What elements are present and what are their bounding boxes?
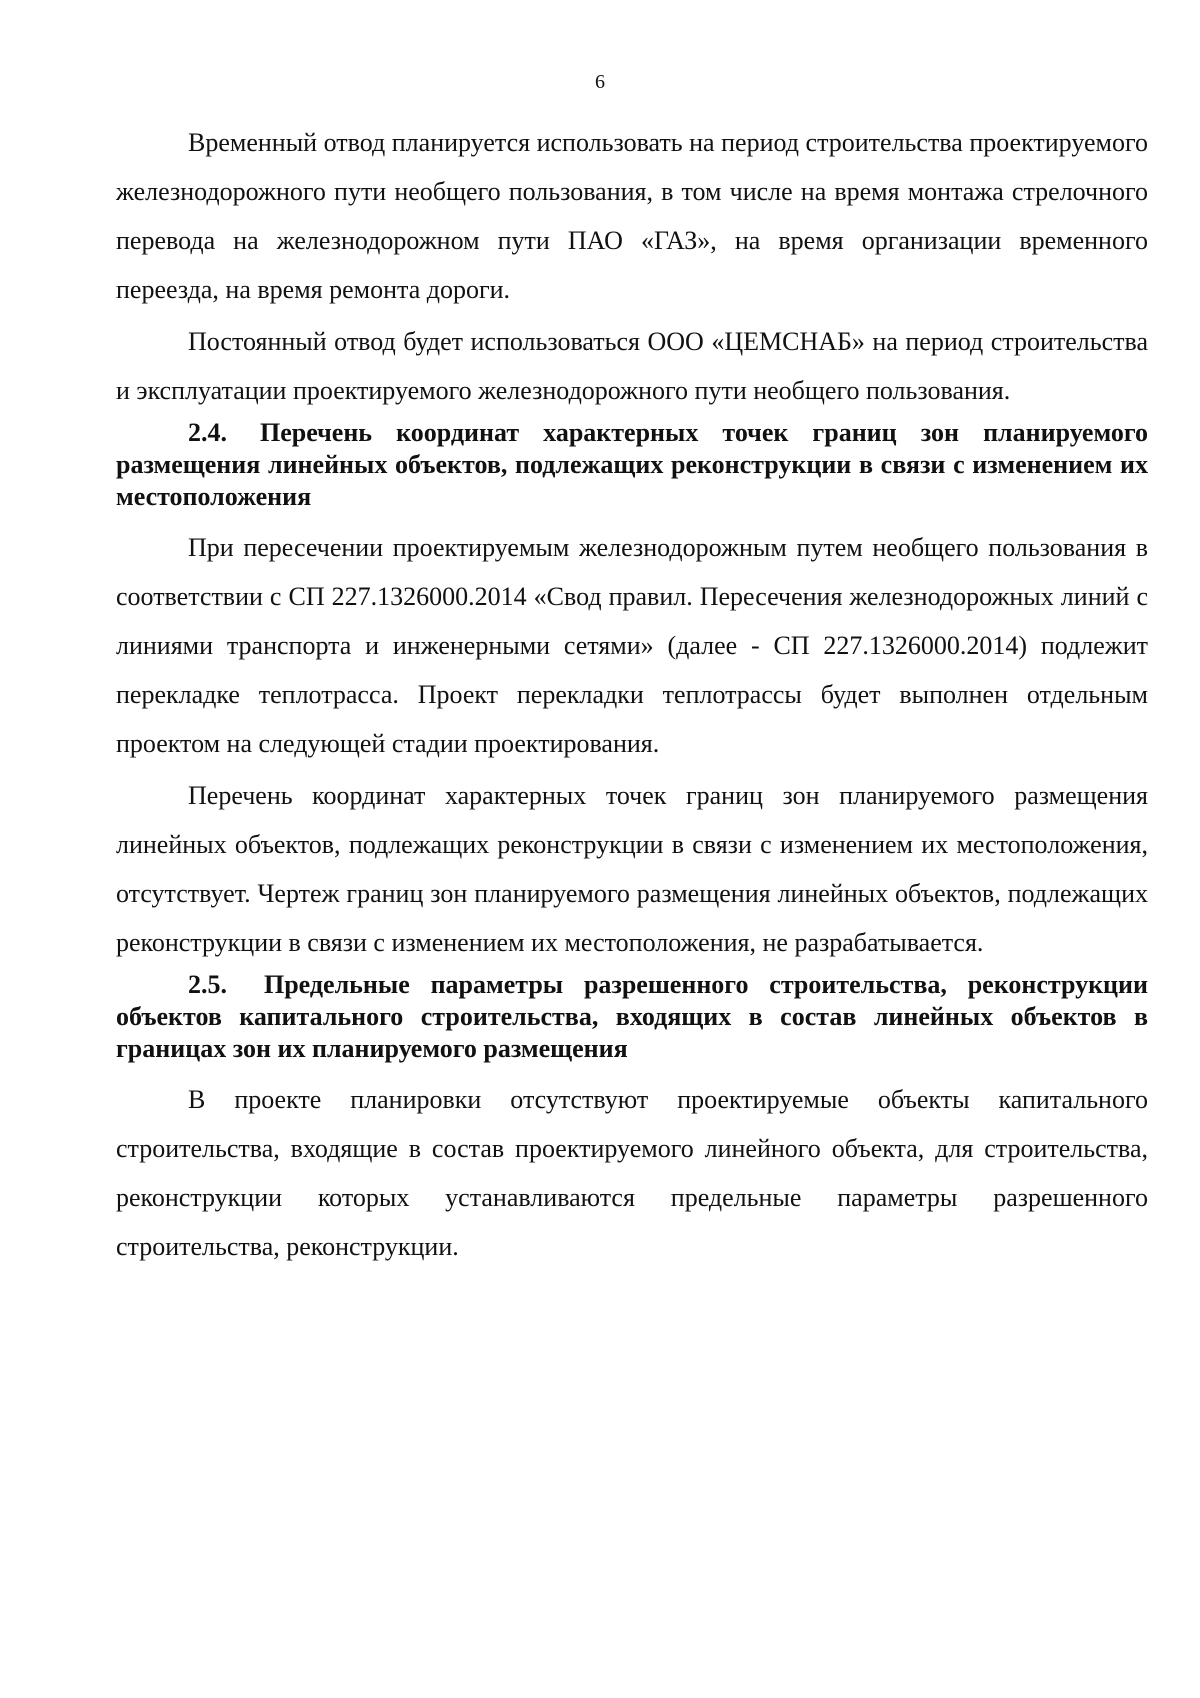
section-title-2-5: Предельные параметры разрешенного строительства, реконструкции объектов капитального строительства, входящих в состав линейных объектов в границах зон их планируемого размещения xyxy=(116,970,1148,1063)
document-body xyxy=(116,118,1148,1271)
section-number-2-4: 2.4. xyxy=(188,418,227,447)
paragraph-temporary-allotment: Временный отвод планируется использовать на период строительства проектируемого железнодорожного пути необщего пользования, в том числе на время монтажа стрелочного перевода на железнодорожном пути ПАО «ГАЗ», на время организации временного переезда, на время ремонта дороги. xyxy=(116,128,1148,304)
section-title-2-4: Перечень координат характерных точек границ зон планируемого размещения линейных объектов, подлежащих реконструкции в связи с изменением их местоположения xyxy=(116,418,1148,511)
paragraph-limit-parameters: В проекте планировки отсутствуют проектируемые объекты капитального строительства, входящие в состав проектируемого линейного объекта, для строительства, реконструкции которых устанавливаются предельные параметры разрешенного строительства, реконструкции. xyxy=(116,1085,1148,1261)
paragraph-permanent-allotment: Постоянный отвод будет использоваться ООО «ЦЕМСНАБ» на период строительства и эксплуатации проектируемого железнодорожного пути необщего пользования. xyxy=(116,327,1148,405)
section-heading-2-5 xyxy=(116,969,1148,1065)
page-number: 6 xyxy=(595,71,605,93)
paragraph-coordinates-absent: Перечень координат характерных точек границ зон планируемого размещения линейных объектов, подлежащих реконструкции в связи с изменением их местоположения, отсутствует. Чертеж границ зон планируемого размещения линейных объектов, подлежащих реконструкции в связи с изменением их местоположения, не разрабатывается. xyxy=(116,781,1148,957)
section-number-2-5: 2.5. xyxy=(188,970,227,999)
paragraph-heating-main-crossing: При пересечении проектируемым железнодорожным путем необщего пользования в соответствии с СП 227.1326000.2014 «Свод правил. Пересечения железнодорожных линий с линиями транспорта и инженерными сетями» (далее - СП 227.1326000.2014) подлежит перекладке теплотрасса. Проект перекладки теплотрассы будет выполнен отдельным проектом на следующей стадии проектирования. xyxy=(116,533,1148,758)
section-heading-2-4 xyxy=(116,417,1148,513)
